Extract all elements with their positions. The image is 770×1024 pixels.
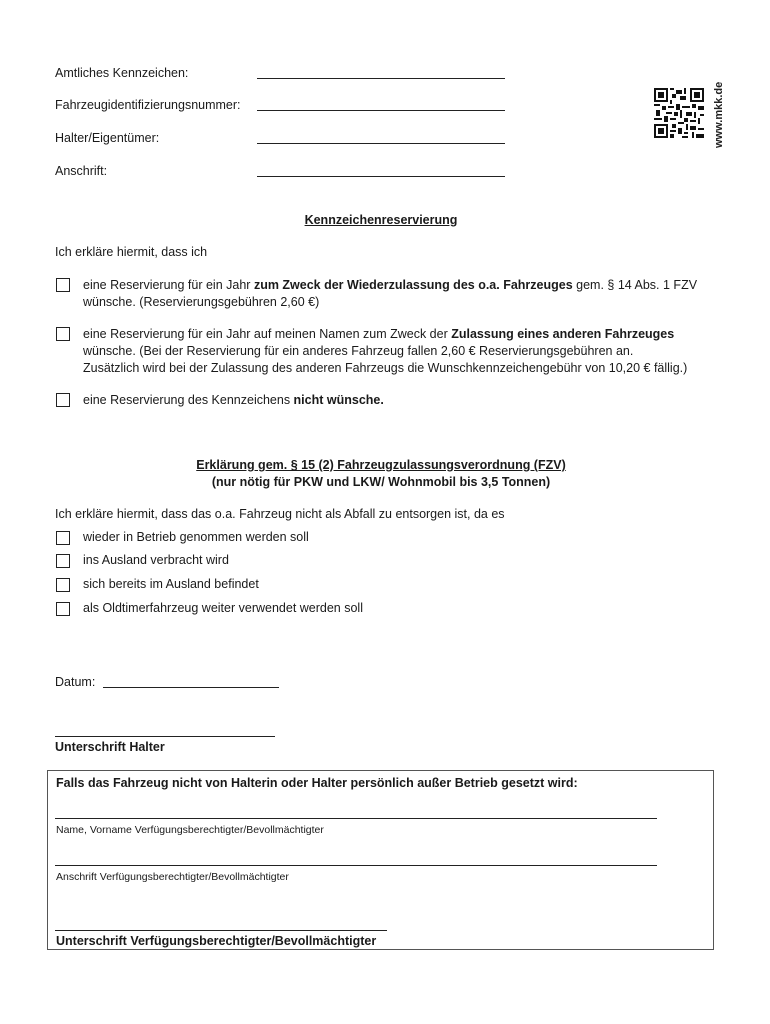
reservation-option-3-text: eine Reservierung des Kennzeichens nicht wünsche.	[83, 393, 384, 407]
proxy-name-label: Name, Vorname Verfügungsberechtigter/Bevollmächtigter	[56, 824, 324, 836]
reservation-option-2-text: eine Reservierung für ein Jahr auf meinen Namen zum Zweck der Zulassung eines anderen Fahrzeuges wünsche. (Bei der Reservierung für ein anderes Fahrzeug fallen 2,60 € Reservierungsgebühren an. Zusätzlich wird bei der Zulassung des anderen Fahrzeugs die Wunschkennzeichengebühr von 10,20 € fällig.)	[83, 327, 688, 375]
declaration-title: Erklärung gem. § 15 (2) Fahrzeugzulassungsverordnung (FZV)	[196, 458, 566, 472]
field-label-fin: Fahrzeugidentifizierungsnummer:	[55, 98, 241, 112]
website-text: www.mkk.de	[713, 81, 725, 148]
reservation-option-1-checkbox[interactable]	[56, 278, 70, 292]
field-label-anschrift: Anschrift:	[55, 164, 108, 178]
date-input-line[interactable]	[103, 687, 279, 688]
declaration-option-1-text: wieder in Betrieb genommen werden soll	[83, 530, 309, 544]
proxy-signature-line[interactable]	[55, 930, 387, 931]
proxy-address-line[interactable]	[55, 865, 657, 866]
proxy-box	[47, 770, 714, 950]
declaration-intro: Ich erkläre hiermit, dass das o.a. Fahrzeug nicht als Abfall zu entsorgen ist, da es	[55, 507, 505, 521]
date-label: Datum:	[55, 675, 96, 689]
holder-signature-label: Unterschrift Halter	[55, 740, 165, 754]
declaration-option-3-text: sich bereits im Ausland befindet	[83, 577, 259, 591]
reservation-option-2-checkbox[interactable]	[56, 327, 70, 341]
declaration-option-4-text: als Oldtimerfahrzeug weiter verwendet werden soll	[83, 601, 363, 615]
reservation-intro: Ich erkläre hiermit, dass ich	[55, 245, 208, 259]
proxy-address-label: Anschrift Verfügungsberechtigter/Bevollmächtigter	[56, 871, 289, 883]
anschrift-input-line[interactable]	[257, 176, 505, 177]
fin-input-line[interactable]	[257, 110, 505, 111]
declaration-option-2-checkbox[interactable]	[56, 554, 70, 568]
website-label	[703, 72, 733, 152]
declaration-option-1-checkbox[interactable]	[56, 531, 70, 545]
holder-signature-line[interactable]	[55, 736, 275, 737]
halter-input-line[interactable]	[257, 143, 505, 144]
proxy-signature-label: Unterschrift Verfügungsberechtigter/Bevollmächtigter	[56, 934, 377, 948]
qr-code-icon	[654, 88, 704, 138]
declaration-option-4-checkbox[interactable]	[56, 602, 70, 616]
field-label-kennzeichen: Amtliches Kennzeichen:	[55, 66, 189, 80]
proxy-name-line[interactable]	[55, 818, 657, 819]
field-label-halter: Halter/Eigentümer:	[55, 131, 160, 145]
reservation-title: Kennzeichenreservierung	[304, 213, 458, 227]
proxy-box-heading: Falls das Fahrzeug nicht von Halterin oder Halter persönlich außer Betrieb gesetzt wird:	[56, 776, 578, 790]
declaration-option-2-text: ins Ausland verbracht wird	[83, 553, 229, 567]
reservation-option-1-text: eine Reservierung für ein Jahr zum Zweck der Wiederzulassung des o.a. Fahrzeuges gem. § 14 Abs. 1 FZV wünsche. (Reservierungsgebühren 2,60 €)	[83, 278, 698, 309]
declaration-option-3-checkbox[interactable]	[56, 578, 70, 592]
declaration-subtitle: (nur nötig für PKW und LKW/ Wohnmobil bis 3,5 Tonnen)	[211, 475, 551, 489]
kennzeichen-input-line[interactable]	[257, 78, 505, 79]
reservation-option-3-checkbox[interactable]	[56, 393, 70, 407]
